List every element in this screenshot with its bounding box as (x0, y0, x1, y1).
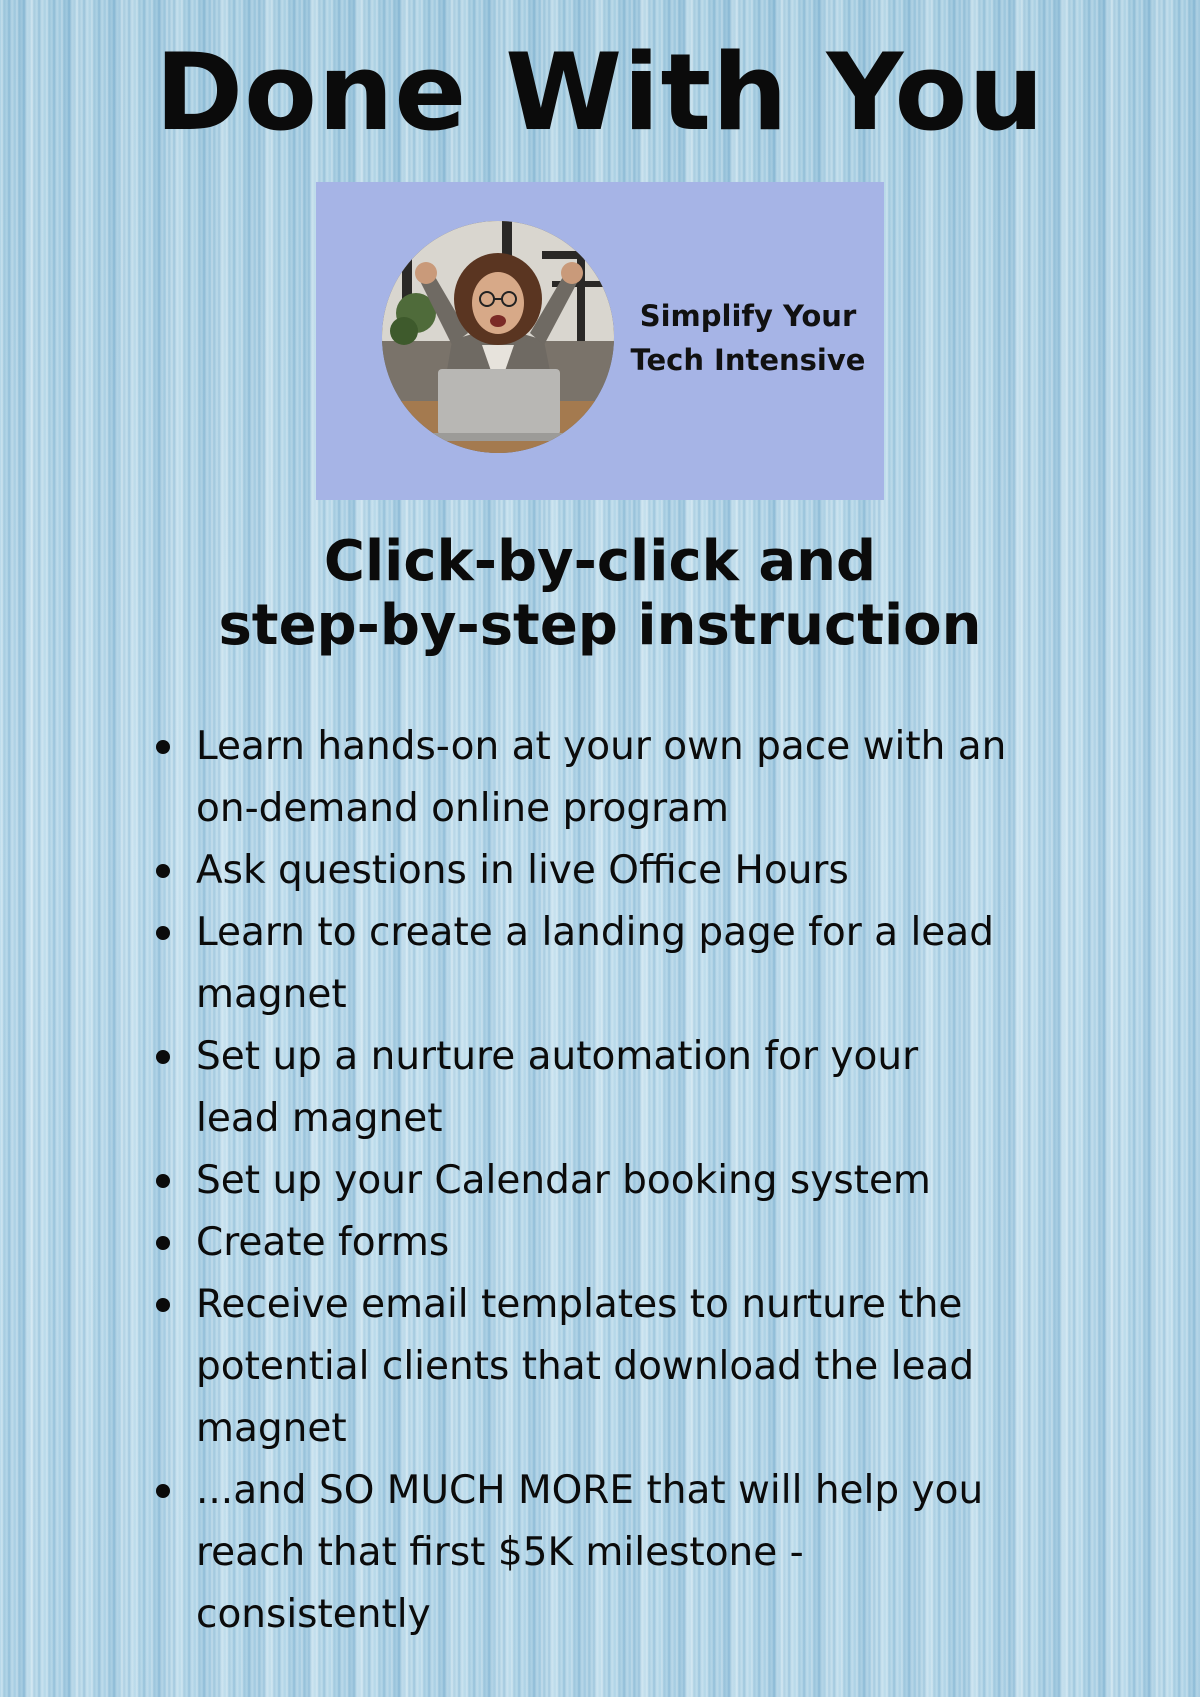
section-heading (0, 530, 1200, 658)
benefit-line: ...and SO MUCH MORE that will help you (196, 1468, 984, 1513)
benefit-item (150, 840, 1110, 902)
benefit-line: potential clients that download the lead (196, 1344, 975, 1389)
benefit-item (150, 1460, 1110, 1646)
bullet-icon (156, 1050, 170, 1064)
benefit-line: Set up a nurture automation for your (196, 1034, 919, 1079)
benefit-line: Receive email templates to nurture the (196, 1282, 963, 1327)
benefit-line: Set up your Calendar booking system (196, 1158, 931, 1203)
section-heading-line-2: step-by-step instruction (218, 593, 982, 658)
benefit-item (150, 1150, 1110, 1212)
benefits-list (150, 716, 1110, 1646)
benefit-line: magnet (196, 1406, 347, 1451)
benefit-line: magnet (196, 972, 347, 1017)
benefit-item (150, 716, 1110, 840)
benefit-line: Learn to create a landing page for a lead (196, 910, 994, 955)
section-heading-line-1: Click-by-click and (323, 529, 877, 594)
benefit-line: reach that first $5K milestone - (196, 1530, 804, 1575)
celebrating-woman-illustration (382, 221, 614, 453)
bullet-icon (156, 740, 170, 754)
bullet-icon (156, 1174, 170, 1188)
benefit-line: Learn hands-on at your own pace with an (196, 724, 1007, 769)
banner-caption (618, 294, 878, 382)
bullet-icon (156, 1484, 170, 1498)
benefit-line: lead magnet (196, 1096, 443, 1141)
benefit-line: on-demand online program (196, 786, 729, 831)
page-title: Done With You (155, 31, 1045, 154)
benefit-item (150, 1026, 1110, 1150)
bullet-icon (156, 864, 170, 878)
program-banner (316, 182, 884, 500)
benefit-line: Create forms (196, 1220, 450, 1265)
banner-caption-line-1: Simplify Your (639, 299, 857, 333)
bullet-icon (156, 926, 170, 940)
benefit-item (150, 902, 1110, 1026)
celebrating-woman-photo (382, 221, 614, 453)
bullet-icon (156, 1236, 170, 1250)
bullet-icon (156, 1298, 170, 1312)
benefit-line: Ask questions in live Office Hours (196, 848, 849, 893)
benefit-line: consistently (196, 1592, 431, 1637)
benefit-item (150, 1274, 1110, 1460)
benefit-item (150, 1212, 1110, 1274)
banner-caption-line-2: Tech Intensive (630, 343, 866, 377)
